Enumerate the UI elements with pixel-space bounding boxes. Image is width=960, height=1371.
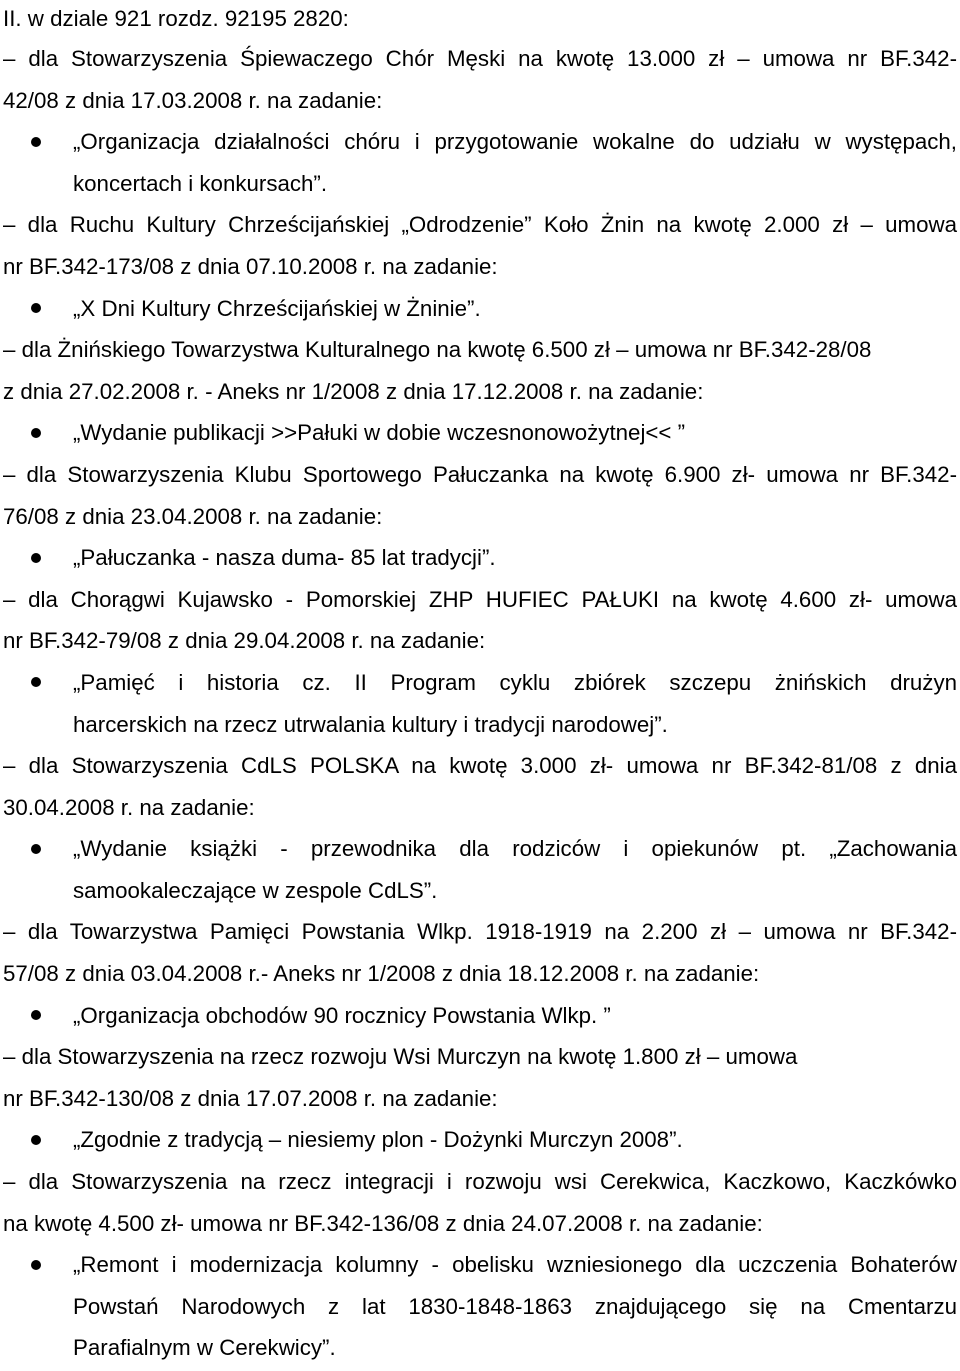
task-line [3, 662, 957, 704]
grant-line: 76/08 z dnia 23.04.2008 r. na zadanie: [3, 503, 383, 529]
task-line [3, 121, 957, 163]
grant-line: – dla Towarzystwa Pamięci Powstania Wlkp. 1918-1919 na 2.200 zł – umowa nr BF.342- [3, 919, 957, 945]
task-line [3, 1244, 957, 1286]
task-line [3, 995, 957, 1037]
task-text: „Wydanie książki - przewodnika dla rodziców i opiekunów pt. „Zachowania [73, 836, 957, 862]
bullet-icon [31, 1260, 41, 1270]
task-text: „Remont i modernizacja kolumny - obelisku wzniesionego dla uczczenia Bohaterów [73, 1252, 957, 1278]
bullet-icon [31, 677, 41, 687]
grant-line: nr BF.342-173/08 z dnia 07.10.2008 r. na zadanie: [3, 253, 498, 279]
grant-line: – dla Ruchu Kultury Chrześcijańskiej „Odrodzenie” Koło Żnin na kwotę 2.000 zł – umowa [3, 212, 957, 238]
bullet-icon [31, 1135, 41, 1145]
grant-entry [3, 1161, 957, 1369]
grant-line: – dla Chorągwi Kujawsko - Pomorskiej ZHP HUFIEC PAŁUKI na kwotę 4.600 zł- umowa [3, 586, 957, 612]
task-line: Parafialnym w Cerekwicy”. [73, 1335, 336, 1361]
bullet-icon [31, 1010, 41, 1020]
grant-line: 57/08 z dnia 03.04.2008 r.- Aneks nr 1/2008 z dnia 18.12.2008 r. na zadanie: [3, 961, 760, 987]
grant-line: – dla Żnińskiego Towarzystwa Kulturalnego na kwotę 6.500 zł – umowa nr BF.342-28/08 [3, 337, 872, 363]
grant-entry [3, 38, 957, 204]
task-text: „Pałuczanka - nasza duma- 85 lat tradycji”. [73, 545, 496, 571]
grant-line: – dla Stowarzyszenia na rzecz rozwoju Wsi Murczyn na kwotę 1.800 zł – umowa [3, 1044, 798, 1070]
grant-entry [3, 911, 957, 1036]
task-line [3, 1119, 957, 1161]
task-text: „Wydanie publikacji >>Pałuki w dobie wczesnonowożytnej<< ” [73, 420, 686, 446]
grant-line: nr BF.342-130/08 z dnia 17.07.2008 r. na zadanie: [3, 1085, 498, 1111]
grant-entry [3, 579, 957, 745]
task-text: „X Dni Kultury Chrześcijańskiej w Żninie”. [73, 295, 481, 321]
task-line: harcerskich na rzecz utrwalania kultury i tradycji narodowej”. [73, 711, 668, 737]
grant-line: – dla Stowarzyszenia Śpiewaczego Chór Męski na kwotę 13.000 zł – umowa nr BF.342- [3, 46, 957, 71]
bullet-icon [31, 137, 41, 147]
bullet-icon [31, 428, 41, 438]
task-line [3, 828, 957, 870]
task-line: Powstań Narodowych z lat 1830-1848-1863 znajdującego się na Cmentarzu [73, 1293, 957, 1319]
bullet-icon [31, 553, 41, 563]
task-line: koncertach i konkursach”. [73, 170, 328, 196]
grant-line: nr BF.342-79/08 z dnia 29.04.2008 r. na zadanie: [3, 628, 486, 654]
bullet-icon [31, 303, 41, 313]
task-text: „Pamięć i historia cz. II Program cyklu zbiórek szczepu żnińskich drużyn [73, 669, 957, 695]
grant-line: na kwotę 4.500 zł- umowa nr BF.342-136/08 z dnia 24.07.2008 r. na zadanie: [3, 1210, 763, 1236]
grant-line: 30.04.2008 r. na zadanie: [3, 794, 255, 820]
grant-entry [3, 745, 957, 911]
grant-entry [3, 1036, 957, 1161]
grant-entry [3, 454, 957, 579]
grant-entry [3, 204, 957, 329]
task-text: „Organizacja działalności chóru i przygotowanie wokalne do udziału w występach, [73, 129, 957, 155]
bullet-icon [31, 844, 41, 854]
document-page [3, 0, 957, 1369]
grant-line: – dla Stowarzyszenia Klubu Sportowego Pałuczanka na kwotę 6.900 zł- umowa nr BF.342- [3, 461, 957, 487]
task-line [3, 537, 957, 579]
grant-line: z dnia 27.02.2008 r. - Aneks nr 1/2008 z dnia 17.12.2008 r. na zadanie: [3, 378, 704, 404]
grant-entry [3, 329, 957, 454]
grant-line: – dla Stowarzyszenia na rzecz integracji i rozwoju wsi Cerekwica, Kaczkowo, Kaczkówko [3, 1169, 957, 1195]
grant-line: 42/08 z dnia 17.03.2008 r. na zadanie: [3, 87, 383, 113]
section-header: II. w dziale 921 rozdz. 92195 2820: [3, 6, 349, 31]
task-line [3, 412, 957, 454]
task-text: „Zgodnie z tradycją – niesiemy plon - Dożynki Murczyn 2008”. [73, 1127, 683, 1153]
task-text: „Organizacja obchodów 90 rocznicy Powstania Wlkp. ” [73, 1002, 611, 1028]
task-line: samookaleczające w zespole CdLS”. [73, 877, 438, 903]
grant-line: – dla Stowarzyszenia CdLS POLSKA na kwotę 3.000 zł- umowa nr BF.342-81/08 z dnia [3, 753, 957, 779]
task-line [3, 288, 957, 330]
